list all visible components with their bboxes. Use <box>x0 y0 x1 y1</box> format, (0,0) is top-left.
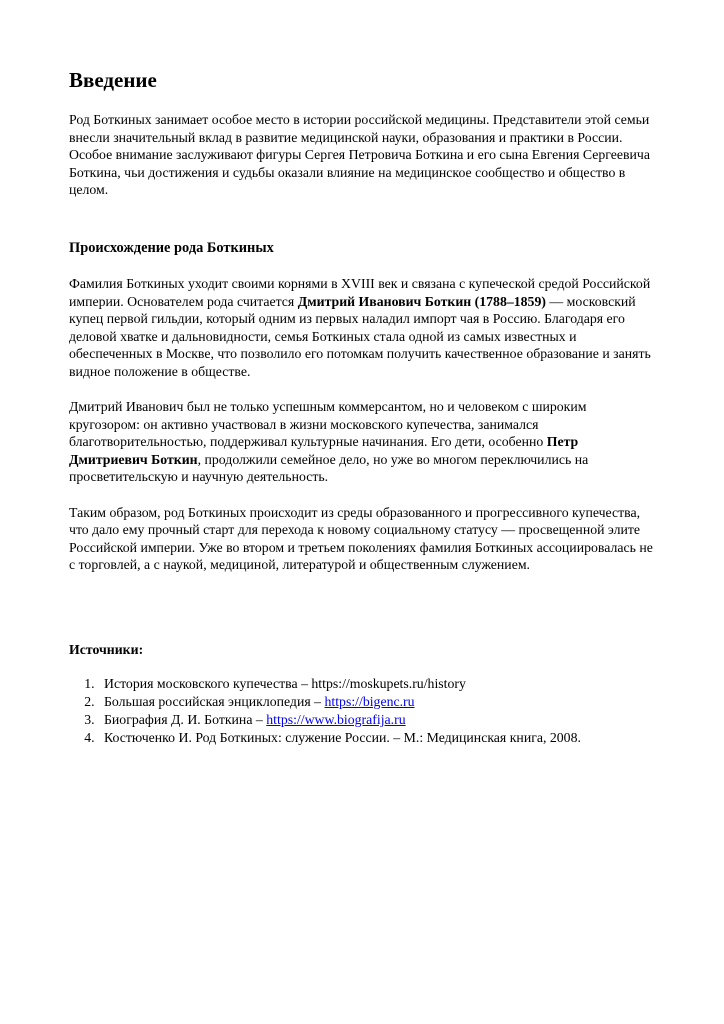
document-page <box>69 66 659 747</box>
source-text: Большая российская энциклопедия – <box>104 694 325 710</box>
source-item <box>98 675 659 693</box>
origin-p1-bold-name: Дмитрий Иванович Боткин (1788–1859) <box>297 293 546 309</box>
origin-paragraph-3: Таким образом, род Боткиных происходит из среды образованного и прогрессивного купечества, что дало ему прочный старт для перехода к новому социальному статусу — просвещенной элите Российской империи. Уже во втором и третьем поколениях фамилия Боткиных ассоциировалась не с торговлей, а с наукой, медициной, литературой и общественным служением. <box>69 504 653 573</box>
origin-p2-bold-name: Петр Дмитриевич Боткин <box>69 434 579 467</box>
origin-p2-text-before: Дмитрий Иванович был не только успешным коммерсантом, но и человеком с широким кругозором: он активно участвовал в жизни московского купечества, занимался благотворительностью, поддерживал культурные начинания. Его дети, особенно <box>69 399 587 450</box>
source-item <box>98 711 659 729</box>
origin-paragraph-2 <box>69 398 659 486</box>
source-item <box>98 693 659 711</box>
source-link-biografija[interactable]: https://www.biografija.ru <box>266 712 406 728</box>
heading-introduction: Введение <box>69 68 157 92</box>
origin-p1-text-before: Фамилия Боткиных уходит своими корнями в XVIII век и связана с купеческой средой Российской империи. Основателем рода считается <box>69 275 651 309</box>
sources-list <box>69 675 659 746</box>
source-text: История московского купечества – https://moskupets.ru/history <box>104 676 466 692</box>
source-item <box>98 729 659 747</box>
sources-heading: Источники: <box>69 641 144 657</box>
source-text: Биография Д. И. Боткина – <box>104 712 267 728</box>
source-link-bigenc[interactable]: https://bigenc.ru <box>324 694 415 710</box>
origin-p1-text-after: — московский купец первой гильдии, который одним из первых наладил импорт чая в Россию. Благодаря его деловой хватке и дальновидности, семья Боткиных стала одной из самых известных и обеспеченных в Москве, что позволило его потомкам получить качественное образование и занять видное положение в обществе. <box>69 293 651 379</box>
heading-origin: Происхождение рода Боткиных <box>69 239 274 256</box>
intro-paragraph: Род Боткиных занимает особое место в истории российской медицины. Представители этой семьи внесли значительный вклад в развитие медицинской науки, образования и практики в России. Особое внимание заслуживают фигуры Сергея Петровича Боткина и его сына Евгения Сергеевича Боткина, чьи достижения и судьбы оказали влияние на медицинское сообщество и общество в целом. <box>69 112 650 198</box>
origin-p2-text-after: , продолжили семейное дело, но уже во многом переключились на просветительскую и научную деятельность. <box>69 451 589 485</box>
origin-paragraph-1 <box>69 275 659 381</box>
source-text: Костюченко И. Род Боткиных: служение России. – М.: Медицинская книга, 2008. <box>104 729 581 745</box>
